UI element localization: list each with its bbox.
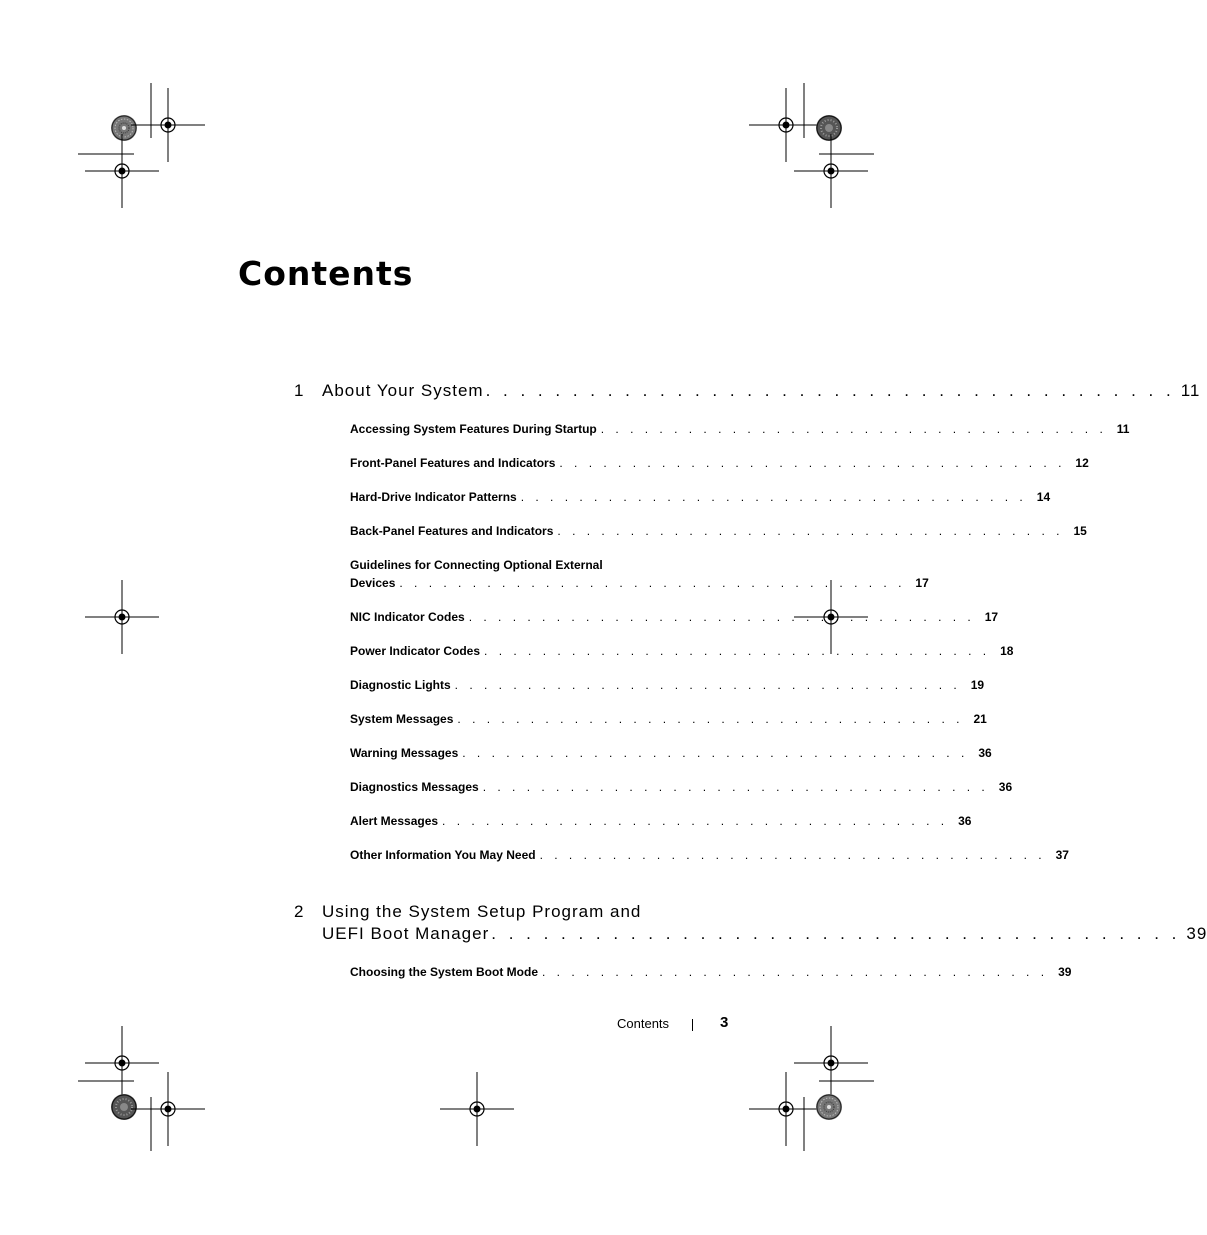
- entry-page: 12: [1075, 456, 1089, 470]
- dot-leader: . . . . . . . . . . . . . . . . . . . . . . . . . . . . . . . . . . .: [539, 848, 1046, 862]
- entry-page: 36: [958, 814, 972, 828]
- dot-leader: . . . . . . . . . . . . . . . . . . . . . . . . . . . . . . . . . . .: [457, 712, 964, 726]
- toc-entry[interactable]: [350, 778, 1013, 796]
- entry-title: Devices: [350, 576, 396, 590]
- crosshair-mark-icon: [749, 88, 823, 162]
- dot-leader: . . . . . . . . . . . . . . . . . . . . . . . . . . . . . . . . . . .: [484, 644, 991, 658]
- chapter-title-line1: Using the System Setup Program and: [322, 902, 642, 921]
- entry-page: 18: [1000, 644, 1014, 658]
- toc-entry[interactable]: [350, 846, 1069, 864]
- entry-title: Power Indicator Codes: [350, 644, 481, 658]
- toc-entry[interactable]: [350, 420, 1130, 438]
- chapter-page: 11: [1180, 381, 1201, 400]
- crosshair-mark-icon: [85, 134, 159, 208]
- chapter-number: 2: [294, 902, 305, 921]
- entry-page: 11: [1116, 422, 1130, 436]
- entry-page: 36: [998, 780, 1013, 794]
- entry-title: Front-Panel Features and Indicators: [350, 456, 556, 470]
- dot-leader: . . . . . . . . . . . . . . . . . . . . . . . . . . . . . . . . . . .: [600, 422, 1107, 436]
- page-number: 3: [720, 1014, 729, 1031]
- crosshair-mark-icon: [794, 134, 868, 208]
- toc-entry[interactable]: [350, 642, 1014, 660]
- entry-title: NIC Indicator Codes: [350, 610, 465, 624]
- footer-label: Contents: [617, 1016, 670, 1031]
- dot-leader: . . . . . . . . . . . . . . . . . . . . . . . . . . . . . . . . . . . . . . . .: [485, 381, 1175, 400]
- chapter-title: About Your System: [322, 381, 484, 400]
- starburst-mark-icon: [816, 1094, 842, 1120]
- entry-page: 15: [1073, 524, 1087, 538]
- chapter-page: 39: [1186, 924, 1207, 943]
- toc-entry[interactable]: [350, 556, 929, 592]
- page-footer: [600, 1014, 730, 1034]
- dot-leader: . . . . . . . . . . . . . . . . . . . . . . . . . . . . . . . . . . . . . . . .: [491, 924, 1181, 943]
- entry-page: 39: [1058, 965, 1072, 979]
- entry-page: 17: [915, 576, 929, 590]
- page-title: Contents: [238, 254, 414, 293]
- chapter-title: UEFI Boot Manager: [322, 924, 490, 943]
- toc-entry[interactable]: [350, 522, 1087, 540]
- toc-chapter-1[interactable]: [294, 380, 1201, 404]
- entry-title-line1: Guidelines for Connecting Optional External: [350, 558, 603, 572]
- entry-page: 14: [1036, 490, 1051, 504]
- dot-leader: . . . . . . . . . . . . . . . . . . . . . . . . . . . . . . . . . . .: [542, 965, 1049, 979]
- chapter-number: 1: [294, 381, 305, 400]
- entry-page: 21: [973, 712, 987, 726]
- dot-leader: . . . . . . . . . . . . . . . . . . . . . . . . . . . . . . . . . . .: [442, 814, 949, 828]
- entry-title: Warning Messages: [350, 746, 459, 760]
- dot-leader: . . . . . . . . . . . . . . . . . . . . . . . . . . . . . . . . . . .: [559, 456, 1066, 470]
- dot-leader: . . . . . . . . . . . . . . . . . . . . . . . . . . . . . . . . . . .: [399, 576, 906, 590]
- entry-title: Hard-Drive Indicator Patterns: [350, 490, 517, 504]
- crosshair-mark-icon: [85, 580, 159, 654]
- crosshair-mark-icon: [131, 1072, 205, 1146]
- dot-leader: . . . . . . . . . . . . . . . . . . . . . . . . . . . . . . . . . . .: [557, 524, 1064, 538]
- table-of-contents: [294, 380, 1207, 981]
- entry-page: 37: [1055, 848, 1069, 862]
- crosshair-mark-icon: [794, 1026, 868, 1100]
- entry-title: Back-Panel Features and Indicators: [350, 524, 554, 538]
- entry-title: Diagnostic Lights: [350, 678, 451, 692]
- footer-divider: [692, 1019, 693, 1031]
- toc-entry[interactable]: [350, 710, 987, 728]
- dot-leader: . . . . . . . . . . . . . . . . . . . . . . . . . . . . . . . . . . .: [482, 780, 989, 794]
- dot-leader: . . . . . . . . . . . . . . . . . . . . . . . . . . . . . . . . . . .: [520, 490, 1027, 504]
- crosshair-mark-icon: [749, 1072, 823, 1146]
- toc-chapter-2[interactable]: [294, 901, 1207, 947]
- entry-title: System Messages: [350, 712, 454, 726]
- entry-page: 36: [978, 746, 992, 760]
- toc-entry[interactable]: [350, 744, 992, 762]
- toc-entry[interactable]: [350, 963, 1072, 981]
- toc-entry[interactable]: [350, 454, 1089, 472]
- toc-entry[interactable]: [350, 676, 985, 694]
- crosshair-mark-icon: [85, 1026, 159, 1100]
- dot-leader: . . . . . . . . . . . . . . . . . . . . . . . . . . . . . . . . . . .: [454, 678, 961, 692]
- dot-leader: . . . . . . . . . . . . . . . . . . . . . . . . . . . . . . . . . . .: [468, 610, 975, 624]
- toc-entry[interactable]: [350, 488, 1051, 506]
- entry-title: Accessing System Features During Startup: [350, 422, 597, 436]
- entry-title: Other Information You May Need: [350, 848, 536, 862]
- starburst-mark-icon: [111, 1094, 137, 1120]
- toc-entry[interactable]: [350, 608, 999, 626]
- entry-title: Choosing the System Boot Mode: [350, 965, 539, 979]
- toc-entry[interactable]: [350, 812, 972, 830]
- entry-title: Diagnostics Messages: [350, 780, 479, 794]
- crosshair-mark-icon: [440, 1072, 514, 1146]
- entry-page: 19: [970, 678, 985, 692]
- entry-page: 17: [984, 610, 999, 624]
- dot-leader: . . . . . . . . . . . . . . . . . . . . . . . . . . . . . . . . . . .: [462, 746, 969, 760]
- entry-title: Alert Messages: [350, 814, 439, 828]
- crosshair-mark-icon: [131, 88, 205, 162]
- starburst-mark-icon: [816, 115, 842, 141]
- starburst-mark-icon: [111, 115, 137, 141]
